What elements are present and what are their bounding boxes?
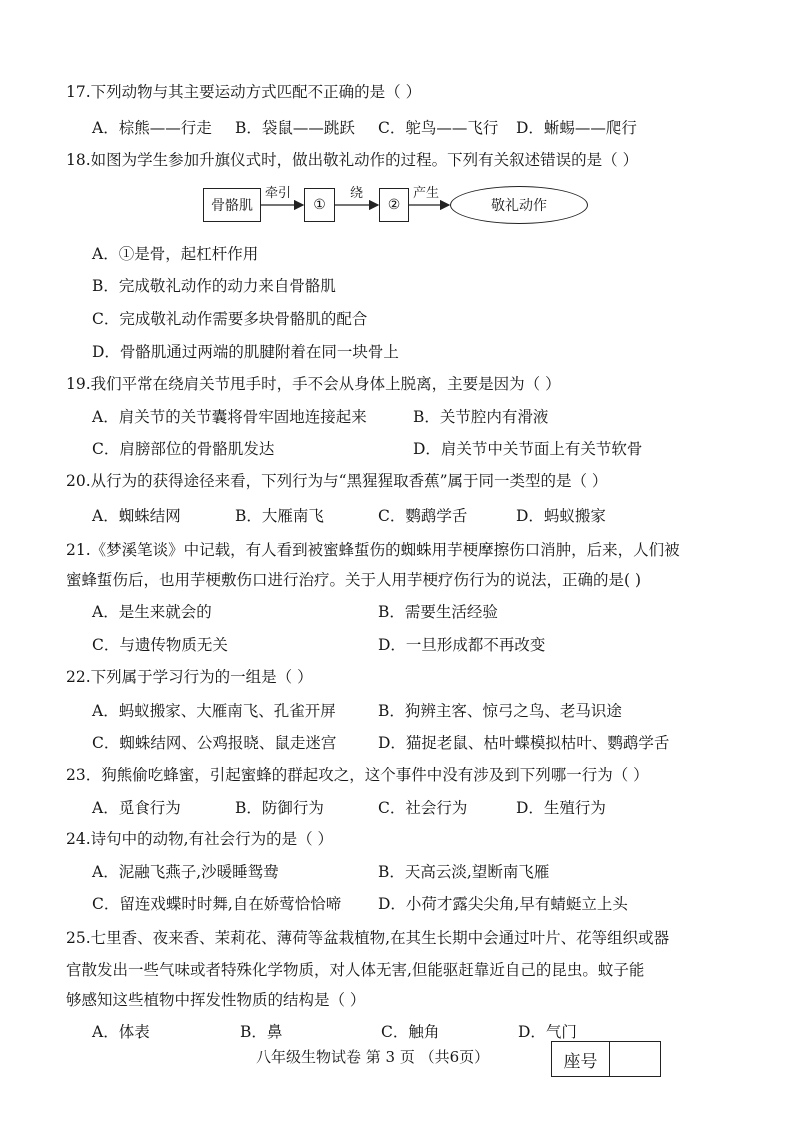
- q22-option-a: A．蚂蚁搬家、大雁南飞、孔雀开屏: [92, 702, 336, 720]
- q22-option-c: C．蜘蛛结网、公鸡报晓、鼠走迷宫: [92, 734, 337, 752]
- q18-option-c: C．完成敬礼动作需要多块骨骼肌的配合: [92, 310, 368, 328]
- node-1: ①: [304, 188, 335, 222]
- q24-option-d: D．小荷才露尖尖角,早有蜻蜓立上头: [378, 895, 628, 913]
- question-23-stem: 23．狗熊偷吃蜂蜜，引起蜜蜂的群起攻之，这个事件中没有涉及到下列哪一行为（ ）: [66, 766, 649, 784]
- question-18-stem: 18.如图为学生参加升旗仪式时，做出敬礼动作的过程。下列有关叙述错误的是（ ）: [66, 151, 639, 169]
- q24-option-c: C．留连戏蝶时时舞,自在娇莺恰恰啼: [92, 895, 342, 913]
- q17-option-b: B．袋鼠——跳跃: [235, 119, 355, 137]
- node-salute-action: 敬礼动作: [450, 186, 588, 224]
- q20-option-a: A．蜘蛛结网: [92, 507, 181, 525]
- question-22-stem: 22.下列属于学习行为的一组是（ ）: [66, 668, 313, 686]
- question-19-stem: 19.我们平常在绕肩关节甩手时，手不会从身体上脱离，主要是因为（ ）: [66, 375, 561, 393]
- q18-flow-diagram: [203, 180, 593, 230]
- q23-option-d: D．生殖行为: [516, 799, 606, 817]
- question-25-line-2: 官散发出一些气味或者特殊化学物质，对人体无害,但能驱赶靠近自己的昆虫。蚊子能: [66, 961, 645, 979]
- q22-option-d: D．猫捉老鼠、枯叶蝶模拟枯叶、鹦鹉学舌: [378, 734, 670, 752]
- q17-option-a: A．棕熊——行走: [92, 119, 212, 137]
- q23-option-c: C．社会行为: [378, 799, 468, 817]
- label-around: 绕: [350, 186, 364, 201]
- q20-option-b: B．大雁南飞: [235, 507, 324, 525]
- q20-option-c: C．鹦鹉学舌: [378, 507, 468, 525]
- label-produce: 产生: [413, 186, 440, 201]
- question-21-line-1: 21.《梦溪笔谈》中记载，有人看到被蜜蜂蜇伤的蜘蛛用芋梗摩擦伤口消肿，后来，人们被: [66, 541, 680, 559]
- q25-option-c: C．触角: [381, 1023, 440, 1041]
- q20-option-d: D．蚂蚁搬家: [516, 507, 606, 525]
- q17-option-d: D．蜥蜴——爬行: [516, 119, 637, 137]
- question-21-line-2: 蜜蜂蜇伤后，也用芋梗敷伤口进行治疗。关于人用芋梗疗伤行为的说法，正确的是( ): [66, 571, 642, 589]
- question-20-stem: 20.从行为的获得途径来看，下列行为与“黑猩猩取香蕉”属于同一类型的是（ ）: [66, 472, 608, 490]
- q18-option-d: D．骨骼肌通过两端的肌腱附着在同一块骨上: [92, 343, 399, 361]
- q19-option-b: B．关节腔内有滑液: [413, 408, 549, 426]
- q21-option-a: A．是生来就会的: [92, 603, 212, 621]
- q17-option-c: C．鸵鸟——飞行: [378, 119, 499, 137]
- q25-option-a: A．体表: [92, 1023, 150, 1041]
- q19-option-a: A．肩关节的关节囊将骨牢固地连接起来: [92, 408, 367, 426]
- q25-option-b: B．鼻: [240, 1023, 283, 1041]
- question-24-stem: 24.诗句中的动物,有社会行为的是（ ）: [66, 830, 334, 848]
- q19-option-c: C．肩膀部位的骨骼肌发达: [92, 440, 275, 458]
- node-2: ②: [379, 188, 409, 222]
- page-footer: 八年级生物试卷 第 3 页 （共6页）: [256, 1048, 490, 1066]
- q24-option-a: A．泥融飞燕子,沙暖睡鸳鸯: [92, 863, 279, 881]
- q24-option-b: B．天高云淡,望断南飞雁: [378, 863, 550, 881]
- q18-option-b: B．完成敬礼动作的动力来自骨骼肌: [92, 277, 336, 295]
- label-pull: 牵引: [265, 186, 292, 201]
- q23-option-b: B．防御行为: [235, 799, 324, 817]
- seat-number-label: 座号: [552, 1042, 610, 1076]
- node-skeletal-muscle: 骨骼肌: [203, 188, 261, 222]
- question-25-line-3: 够感知这些植物中挥发性物质的结构是（ ）: [66, 991, 366, 1009]
- q21-option-b: B．需要生活经验: [378, 603, 498, 621]
- q22-option-b: B．狗辨主客、惊弓之鸟、老马识途: [378, 702, 622, 720]
- q21-option-d: D．一旦形成都不再改变: [378, 636, 546, 654]
- q19-option-d: D．肩关节中关节面上有关节软骨: [413, 440, 643, 458]
- q25-option-d: D．气门: [518, 1023, 577, 1041]
- question-25-line-1: 25.七里香、夜来香、茉莉花、薄荷等盆栽植物,在其生长期中会通过叶片、花等组织或器: [66, 929, 670, 947]
- seat-number-box: [551, 1041, 661, 1077]
- seat-number-field[interactable]: [610, 1042, 660, 1076]
- q21-option-c: C．与遗传物质无关: [92, 636, 228, 654]
- q23-option-a: A．觅食行为: [92, 799, 181, 817]
- question-17-stem: 17.下列动物与其主要运动方式匹配不正确的是（ ）: [66, 83, 422, 101]
- q18-option-a: A．①是骨，起杠杆作用: [92, 245, 259, 263]
